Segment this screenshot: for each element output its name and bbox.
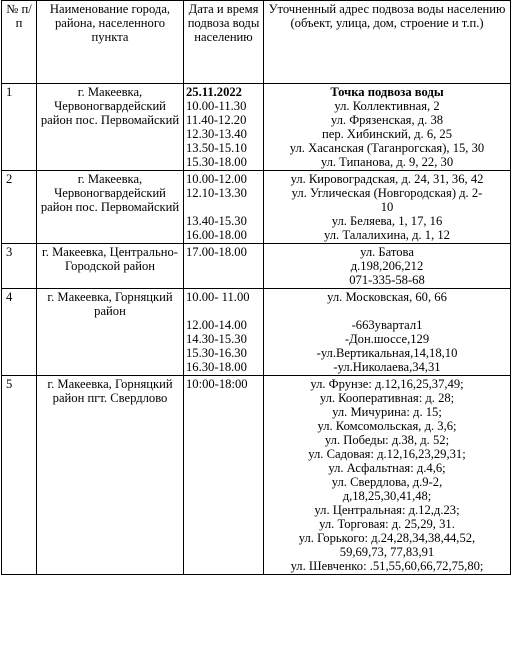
time-slot: 12.00-14.00: [186, 318, 247, 332]
row-addresses: [264, 289, 511, 376]
row-place: г. Макеевка, Горняцкий район: [37, 289, 184, 376]
row-times: [184, 171, 264, 244]
address-line: ул. Асфальтная: д.4,6;: [328, 461, 446, 475]
time-slot: 10.00- 11.00: [186, 290, 250, 304]
row-addresses: [264, 84, 511, 171]
time-slot: 16.00-18.00: [186, 228, 247, 242]
address-line: ул. Торговая: д. 25,29, 31.: [319, 517, 455, 531]
row-number: 2: [2, 171, 37, 244]
row-number: 4: [2, 289, 37, 376]
row-times: [184, 84, 264, 171]
address-line: ул. Углическая (Новгородская) д. 2-: [291, 186, 483, 200]
address-line: ул. Кировоградская, д. 24, 31, 36, 42: [290, 172, 484, 186]
header-datetime: Дата и время подвоза воды населению: [184, 1, 264, 84]
address-line: ул. Талалихина, д. 1, 12: [324, 228, 450, 242]
row-place: г. Макеевка, Горняцкий район пгт. Свердлово: [37, 376, 184, 575]
time-slot: 15.30-18.00: [186, 155, 247, 169]
address-line: 10: [380, 200, 394, 214]
time-slot: 13.40-15.30: [186, 214, 247, 228]
time-slot: 13.50-15.10: [186, 141, 247, 155]
address-line: пер. Хибинский, д. 6, 25: [321, 127, 453, 141]
address-line: ул. Фрунзе: д.12,16,25,37,49;: [310, 377, 464, 391]
table-row: [2, 376, 511, 575]
header-row: [2, 1, 511, 84]
row-addresses: [264, 171, 511, 244]
address-line: ул. Типанова, д. 9, 22, 30: [320, 155, 454, 169]
address-line: ул. Комсомольская, д. 3,6;: [317, 419, 457, 433]
address-line: ул. Фрязенская, д. 38: [330, 113, 444, 127]
address-line: ул. Садовая: д.12,16,23,29,31;: [308, 447, 466, 461]
address-line: ул. Московская, 60, 66: [327, 290, 447, 304]
table-row: [2, 244, 511, 289]
address-line: -663увартал1: [351, 318, 423, 332]
address-line: ул. Коллективная, 2: [334, 99, 440, 113]
table-row: [2, 289, 511, 376]
address-line: д,18,25,30,41,48;: [342, 489, 432, 503]
row-times: [184, 376, 264, 575]
time-slot: 15.30-16.30: [186, 346, 247, 360]
address-line: -Дон.шоссе,129: [344, 332, 430, 346]
row-place: г. Макеевка, Центрально-Городской район: [37, 244, 184, 289]
address-line: ул. Свердлова, д.9-2,: [331, 475, 443, 489]
time-slot: 12.10-13.30: [186, 186, 247, 200]
delivery-date: 25.11.2022: [186, 85, 242, 99]
row-times: [184, 244, 264, 289]
address-line: 59,69,73, 77,83,91: [339, 545, 435, 559]
address-line: ул. Победы: д.38, д. 52;: [324, 433, 450, 447]
time-slot: 12.30-13.40: [186, 127, 247, 141]
time-slot: 16.30-18.00: [186, 360, 247, 374]
row-number: 3: [2, 244, 37, 289]
address-line: д.198,206,212: [350, 259, 424, 273]
address-line: ул. Хасанская (Таганрогская), 15, 30: [289, 141, 485, 155]
address-line: ул. Кооперативная: д. 28;: [319, 391, 455, 405]
time-slot: 10.00-11.30: [186, 99, 247, 113]
address-line: ул. Мичурина: д. 15;: [332, 405, 442, 419]
row-place: г. Макеевка, Червоногвардейский район пос. Первомайский: [37, 84, 184, 171]
address-line: -ул.Вертикальная,14,18,10: [316, 346, 458, 360]
address-line: -ул.Николаева,34,31: [333, 360, 441, 374]
time-slot: 14.30-15.30: [186, 332, 247, 346]
header-number: № п/п: [2, 1, 37, 84]
table-row: [2, 171, 511, 244]
row-number: 1: [2, 84, 37, 171]
water-schedule-table: [1, 0, 511, 575]
header-address: Уточненный адрес подвоза воды населению (объект, улица, дом, строение и т.п.): [264, 1, 511, 84]
address-line: ул. Батова: [360, 245, 414, 259]
time-slot: 10:00-18:00: [186, 377, 248, 391]
row-addresses: [264, 376, 511, 575]
header-place: Наименование города, района, населенного пункта: [37, 1, 184, 84]
time-slot: 11.40-12.20: [186, 113, 247, 127]
row-place: г. Макеевка, Червоногвардейский район пос. Первомайский: [37, 171, 184, 244]
time-slot: 10.00-12.00: [186, 172, 247, 186]
address-heading: Точка подвоза воды: [330, 85, 444, 99]
time-slot: 17.00-18.00: [186, 245, 247, 259]
row-number: 5: [2, 376, 37, 575]
address-line: ул. Горького: д.24,28,34,38,44,52,: [298, 531, 476, 545]
address-line: ул. Центральная: д.12,д.23;: [314, 503, 460, 517]
address-line: ул. Беляева, 1, 17, 16: [331, 214, 443, 228]
phone-number: 071-335-58-68: [349, 273, 425, 287]
row-times: [184, 289, 264, 376]
row-addresses: [264, 244, 511, 289]
table-row: [2, 84, 511, 171]
address-line: ул. Шевченко: .51,55,60,66,72,75,80;: [290, 559, 484, 573]
